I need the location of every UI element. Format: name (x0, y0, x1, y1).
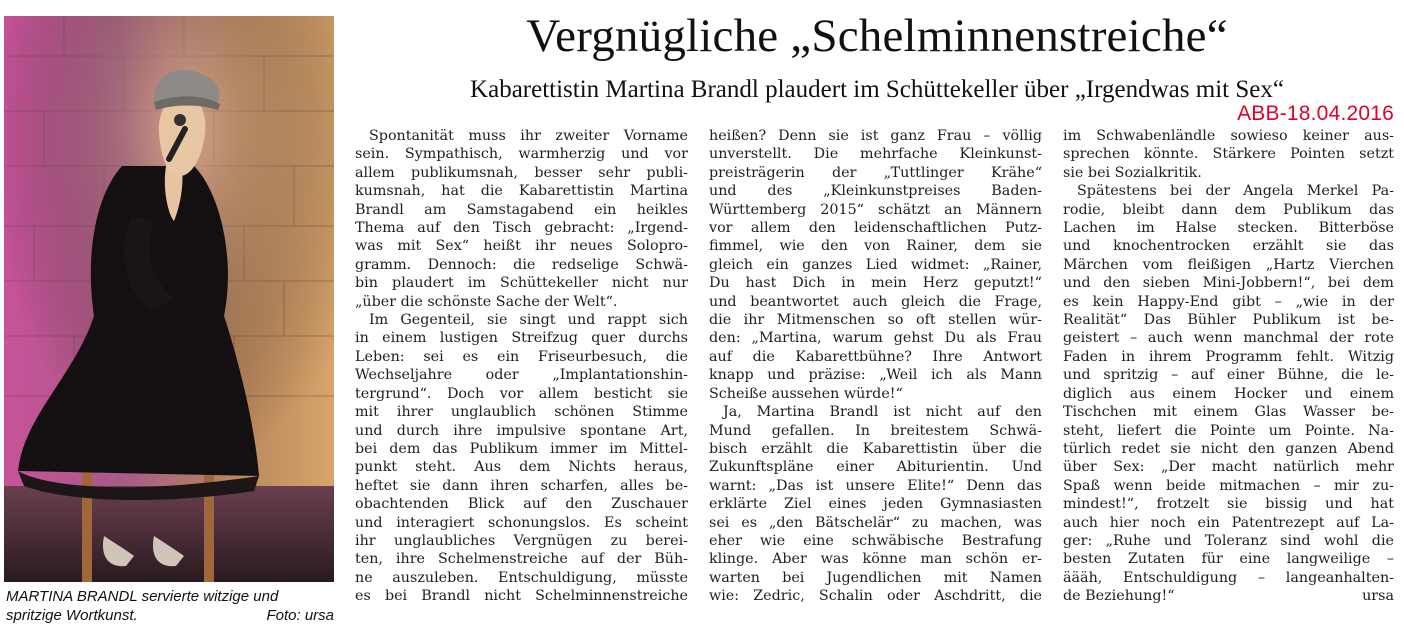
text-line: mindest!“, frotzelt sie bissig und hat (1063, 496, 1394, 513)
text-line: eher wie eine schwäbische Bestrafung (709, 532, 1042, 549)
text-line: was mit Sex“ heißt ihr neues Solopro- (355, 238, 688, 255)
text-line: sie bei Sozialkritik. (1063, 164, 1202, 181)
text-line: kumsnah, hat die Kabarettistin Martina (355, 183, 688, 200)
text-line: in einem lustigen Streifzug quer durchs (355, 330, 688, 347)
text-line: obachtenden Blick auf den Zuschauer (355, 496, 688, 513)
text-line: und den sieben Mini-Jobbern!“, bei dem (1063, 275, 1394, 292)
text-line: über Sex: „Der macht natürlich mehr (1063, 459, 1394, 476)
text-line: und knochentrocken erzählt sie das (1063, 238, 1394, 255)
text-line: diglich aus einem Hocker und einem (1063, 385, 1394, 402)
text-line: vor allem den leidenschaftlichen Putz- (709, 220, 1042, 237)
text-line: Spontanität muss ihr zweiter Vorname (369, 128, 688, 144)
article-column-2 (709, 127, 1042, 606)
text-line-last (1063, 587, 1394, 605)
text-line: unverstellt. Die mehrfache Kleinkunst- (709, 146, 1042, 163)
text-line: und durch ihre impulsive spontane Art, (355, 422, 688, 439)
text-line: heftet sie dann ihren scharfen, alles be- (355, 477, 688, 494)
text-line: türlich redet sie nicht den ganzen Abend (1063, 440, 1394, 457)
text-line: „über die schönste Sache der Welt“. (355, 293, 618, 310)
text-line: und interagiert schonungslos. Es scheint (355, 514, 688, 531)
text-line: Realität“ Das Bühler Publikum ist be- (1063, 312, 1394, 329)
article-photo (4, 16, 334, 582)
text-line: Tischchen mit einem Glas Wasser be- (1063, 404, 1394, 421)
text-line: allem publikumsnah, besser sehr publi- (355, 164, 688, 181)
text-line: warnt: „Das ist unsere Elite!“ Denn das (709, 477, 1042, 494)
text-line: ten, ihre Schelmenstreiche auf der Büh- (355, 551, 688, 568)
text-line: rodie, bleibt dann dem Publikum das (1063, 201, 1394, 218)
article-column-3 (1063, 127, 1394, 606)
text-line: Brandl am Samstagabend ein heikles (355, 201, 688, 218)
text-line: ihr unglaubliches Vergnügen zu berei- (355, 532, 688, 549)
text-line: ger: „Ruhe und Toleranz sind wohl die (1063, 532, 1394, 549)
text-line: preisträgerin der „Tuttlinger Krähe“ (709, 164, 1042, 181)
text-line: Spaß wenn beide mitmachen – mir zu- (1063, 477, 1394, 494)
text-line: wie: Zedric, Schalin oder Aschdritt, die (709, 588, 1042, 605)
text-line: Märchen vom fleißigen „Hartz Vierchen (1063, 256, 1394, 273)
text-line: die ihr Mitmenschen so oft stellen wür- (709, 312, 1042, 329)
photo-caption (6, 587, 334, 625)
archive-date-stamp: ABB-18.04.2016 (1237, 102, 1394, 125)
text-line: Ja, Martina Brandl ist nicht auf den (723, 404, 1042, 421)
text-line: fimmel, wie den von Rainer, dem sie (709, 238, 1042, 255)
text-line: klinge. Aber was könne man schön er- (709, 551, 1042, 568)
text-line: ne auszuleben. Entschuldigung, müsste (355, 569, 688, 586)
text-line: Wechseljahre oder „Implantationshin- (355, 367, 688, 384)
text-line: es kein Happy-End gibt – „wie in der (1063, 293, 1394, 310)
text-line: knapp und präzise: „Weil ich als Mann (709, 367, 1042, 384)
text-line: gleich ein ganzes Lied widmet: „Rainer, (709, 256, 1042, 273)
article-column-1 (355, 127, 688, 606)
caption-text: spritzige Wortkunst. (6, 607, 138, 624)
photo-credit: Foto: ursa (266, 607, 334, 624)
text-line: sei es „den Bätschelär“ zu machen, was (709, 514, 1042, 531)
text-line: und spritzig – auf einer Bühne, die le- (1063, 367, 1394, 384)
text-line: besten Zutaten für eine langweilige – (1063, 551, 1394, 568)
text-line: sprechen könnte. Stärkere Pointen setzt (1063, 146, 1394, 163)
text-line: äääh, Entschuldigung – langeanhalten- (1063, 569, 1394, 586)
author-signature: ursa (1362, 588, 1394, 605)
text-line: Zukunftspläne einer Abiturientin. Und (709, 459, 1042, 476)
text-line: Spätestens bei der Angela Merkel Pa- (1077, 183, 1394, 200)
article-headline: Vergnügliche „Schelminnenstreiche“ (526, 10, 1228, 62)
text-line: punkt steht. Aus dem Nichts heraus, (355, 459, 688, 476)
text-line: gramm. Dennoch: die redselige Schwä- (355, 256, 688, 273)
text-line: geistert – auch wenn manchmal der rote (1063, 330, 1394, 347)
text-line: bisch erzählt die Kabarettistin über die (709, 440, 1042, 457)
text-line: steht, liefert die Pointe um Pointe. Na- (1063, 422, 1394, 439)
text-line: bei dem das Publikum immer im Mittel- (355, 440, 688, 457)
text-line: Mund gefallen. In breitestem Schwä- (709, 422, 1042, 439)
text-line: Im Gegenteil, sie singt und rappt sich (369, 312, 688, 329)
text-line: warten bei Jugendlichen mit Namen (709, 569, 1042, 586)
text-line: sein. Sympathisch, warmherzig und vor (355, 146, 688, 163)
text-line: und beantwortet auch gleich die Frage, (709, 293, 1042, 310)
text-line: Leben: sei es ein Friseurbesuch, die (355, 348, 688, 365)
text-line: Scheiße aussehen würde!“ (709, 385, 903, 402)
text-line: heißen? Denn sie ist ganz Frau – völlig (709, 128, 1042, 144)
performer-photo (4, 16, 334, 582)
caption-line-1: MARTINA BRANDL servierte witzige und (6, 588, 279, 605)
text-line: Faden in ihrem Programm fehlt. Witzig (1063, 348, 1394, 365)
closing-text: de Beziehung!“ (1063, 588, 1175, 605)
text-line: mit ihrer unglaublich schönen Stimme (355, 404, 688, 421)
text-line: Thema auf den Tisch gebracht: „Irgend- (355, 220, 688, 237)
text-line: den: „Martina, warum gehst Du als Frau (709, 330, 1042, 347)
text-line: und des „Kleinkunstpreises Baden- (709, 183, 1042, 200)
text-line: es bei Brandl nicht Schelminnenstreiche (355, 588, 688, 605)
text-line: Lachen im Halse stecken. Bitterböse (1063, 220, 1394, 237)
text-line: auch hier noch ein Patentrezept auf La- (1063, 514, 1394, 531)
article-subheadline: Kabarettistin Martina Brandl plaudert im Schüttekeller über „Irgendwas mit Sex“ (470, 76, 1284, 103)
text-line: Württemberg 2015“ schätzt an Männern (709, 201, 1042, 218)
text-line: Du hast Dich in mein Herz geputzt!“ (709, 275, 1042, 292)
text-line: tergrund“. Doch vor allem besticht sie (355, 385, 688, 402)
text-line: im Schwabenländle sowieso keiner aus- (1063, 128, 1394, 144)
text-line: auf die Kabarettbühne? Ihre Antwort (709, 348, 1042, 365)
caption-line-2 (6, 606, 334, 625)
text-line: bin plaudert im Schüttekeller nicht nur (355, 275, 688, 292)
text-line: erklärte Ziel eines jeden Gymnasiasten (709, 496, 1042, 513)
